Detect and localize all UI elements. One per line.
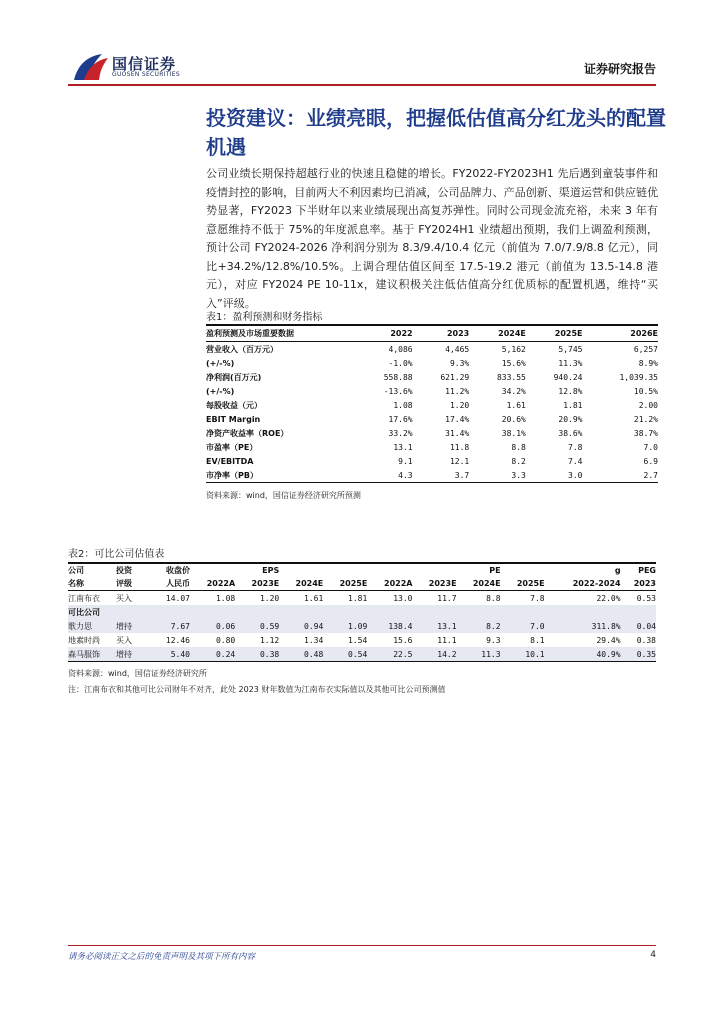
table-cell: 940.24 <box>553 372 583 382</box>
row-label: 营业收入（百万元） <box>206 344 278 354</box>
table-cell: 5,745 <box>558 344 583 354</box>
table-cell: 15.6 <box>393 635 413 645</box>
table-cell: 0.24 <box>190 647 235 662</box>
table-cell: 2.00 <box>638 400 658 410</box>
table-cell: 8.8 <box>511 442 526 452</box>
table-header-cell: 2022-2024 <box>545 577 621 591</box>
table-cell: 17.4% <box>445 414 470 424</box>
table-cell: 15.6% <box>501 358 526 368</box>
table1-source: 资料来源：wind，国信证券经济研究所预测 <box>206 491 361 500</box>
footer-disclaimer: 请务必阅读正文之后的免责声明及其项下所有内容 <box>68 952 256 962</box>
table-cell: 0.80 <box>215 635 236 645</box>
table-row <box>206 468 658 483</box>
table-row <box>68 591 656 606</box>
table-cell: 1.81 <box>563 400 583 410</box>
table-row <box>206 426 658 440</box>
table-cell: 1.61 <box>506 400 526 410</box>
table-header-cell: 2024E <box>469 325 526 342</box>
page-number: 4 <box>650 950 656 960</box>
table-cell: 1.81 <box>348 593 368 603</box>
table-cell: -1.0% <box>388 358 413 368</box>
table-cell: 1.09 <box>323 619 367 633</box>
table-cell: 34.2% <box>501 386 526 396</box>
footer-divider <box>68 945 656 946</box>
table2-source: 资料来源：wind，国信证券经济研究所 <box>68 669 207 678</box>
table-header-cell: 2025E <box>501 577 545 591</box>
table-header-cell: 2025E <box>526 325 583 342</box>
table-cell: 3.7 <box>413 468 470 483</box>
table-header-cell: 2026E <box>583 325 659 342</box>
table-cell: 1.12 <box>259 635 280 645</box>
table-cell: 1.61 <box>304 593 324 603</box>
table-header-cell: 名称 <box>68 577 116 591</box>
table-cell: 9.3% <box>449 358 470 368</box>
table-header-cell: 2022 <box>356 325 413 342</box>
table1-caption: 表1：盈利预测和财务指标 <box>206 312 323 323</box>
table-header-cell: PE <box>413 563 501 577</box>
row-label: (+/-%) <box>206 386 235 396</box>
table-cell: 8.8 <box>486 593 501 603</box>
table-cell: 12.1 <box>449 456 470 466</box>
row-label: 市净率（PB） <box>206 468 356 483</box>
table-cell: 地素时尚 <box>68 635 100 645</box>
header-divider <box>68 84 656 86</box>
table-header-cell: 2024E <box>279 577 323 591</box>
table-cell: 4,086 <box>388 344 413 354</box>
table-cell: 增持 <box>116 647 150 662</box>
table-cell: 0.59 <box>235 619 279 633</box>
table-row <box>206 398 658 412</box>
table-cell: 12.8% <box>558 386 583 396</box>
table-cell: 8.2 <box>457 619 501 633</box>
table-cell: 9.3 <box>486 635 501 645</box>
table-cell: 0.04 <box>621 619 656 633</box>
table-row <box>206 384 658 398</box>
table-cell: 1.54 <box>348 635 368 645</box>
table-cell: 1.20 <box>449 400 470 410</box>
table-cell: 7.8 <box>568 442 583 452</box>
table-cell: 138.4 <box>367 619 412 633</box>
table-cell: 4.3 <box>356 468 413 483</box>
logo-mark-icon <box>72 50 110 84</box>
table-cell: 0.06 <box>190 619 235 633</box>
table-cell: 13.0 <box>393 593 413 603</box>
table-cell: 5.40 <box>150 647 190 662</box>
table-cell: 森马服饰 <box>68 647 116 662</box>
table-header-cell: 2023 <box>621 577 656 591</box>
table-cell: 增持 <box>116 619 150 633</box>
table-header-row <box>68 577 656 591</box>
table-header-cell: 2022A <box>367 577 412 591</box>
table-header-cell: 2023E <box>413 577 457 591</box>
table-header-cell: 公司 <box>68 563 116 577</box>
body-paragraph: 公司业绩长期保持超越行业的快速且稳健的增长。FY2022-FY2023H1 先后遇到童装事件和疫情封控的影响，目前两大不利因素均已消减，公司品牌力、产品创新、渠道运营和供应链优势显著，FY2023 下半财年以来业绩展现出高复苏弹性。同时公司现金流充裕，未来 3 年有意愿维持不低于 75%的年度派息率。基于 FY2024H1 业绩超出预期，我们上调盈利预测，预计公司 FY2024-2026 净利润分别为 8.3/9.4/10.4 亿元（前值为 7.0/7.9/8.8 亿元），同比+34.2%/12.8%/10.5%。上调合理估值区间至 17.5-19.2 港元（前值为 13.5-14.8 港元），对应 FY2024 PE 10-11x，建议积极关注低估值高分红优质标的配置机遇，维持“买入”评级。 <box>206 167 658 310</box>
table-cell: 38.7% <box>633 428 658 438</box>
table2-caption: 表2：可比公司估值表 <box>68 549 165 560</box>
table-row <box>68 647 656 662</box>
table-cell: 13.1 <box>393 442 413 452</box>
table-cell: 21.2% <box>633 414 658 424</box>
table-cell: 13.1 <box>413 619 457 633</box>
table-cell: 7.0 <box>643 442 658 452</box>
table-row <box>206 356 658 370</box>
table-cell: 11.7 <box>437 593 457 603</box>
table-cell: 1.20 <box>259 593 280 603</box>
table-header-cell: 投资 <box>116 563 150 577</box>
table-cell: 40.9% <box>545 647 621 662</box>
table-cell: 11.3% <box>558 358 583 368</box>
row-label: 市盈率（PE） <box>206 442 258 452</box>
row-label: 净利润(百万元) <box>206 372 262 382</box>
forecast-table <box>206 324 658 483</box>
table-cell: 8.2 <box>511 456 526 466</box>
table-header-cell: g <box>545 563 621 577</box>
table-row <box>206 342 658 357</box>
table-row <box>68 619 656 633</box>
table-cell: 0.38 <box>636 635 656 645</box>
table-cell: 38.1% <box>501 428 526 438</box>
table-cell: 0.54 <box>323 647 367 662</box>
table-cell: 6,257 <box>633 344 658 354</box>
section-row <box>68 605 656 619</box>
table-cell: 22.0% <box>596 593 621 603</box>
table-header-cell: 2024E <box>457 577 501 591</box>
table-cell: 621.29 <box>440 372 470 382</box>
table-header-cell: EPS <box>190 563 279 577</box>
table-cell: 14.2 <box>413 647 457 662</box>
table-cell: 买入 <box>116 593 132 603</box>
table-header-cell: 2022A <box>190 577 235 591</box>
logo-text-cn: 国信证券 <box>112 55 177 73</box>
table-cell: 3.0 <box>526 468 583 483</box>
table-cell: 558.88 <box>383 372 413 382</box>
row-label: EV/EBITDA <box>206 456 254 466</box>
table-cell: 7.67 <box>150 619 190 633</box>
table-row <box>68 633 656 647</box>
table-cell: 1.08 <box>393 400 413 410</box>
table-cell: 4,465 <box>445 344 470 354</box>
table-cell: 17.6% <box>388 414 413 424</box>
report-type: 证券研究报告 <box>583 62 656 76</box>
table-cell: 20.6% <box>501 414 526 424</box>
table-cell: 0.94 <box>279 619 323 633</box>
table-cell: 31.4% <box>445 428 470 438</box>
table-header-cell: 2025E <box>323 577 367 591</box>
company-logo <box>72 50 212 86</box>
table-cell: 8.1 <box>530 635 545 645</box>
table-header-cell: PEG <box>621 563 656 577</box>
table-cell: 22.5 <box>367 647 412 662</box>
table-cell: 11.3 <box>457 647 501 662</box>
table-cell: 10.5% <box>633 386 658 396</box>
table2-note: 注：江南布衣和其他可比公司财年不对齐，此处 2023 财年数值为江南布衣实际值以及其他可比公司预测值 <box>68 685 446 694</box>
table-cell: 33.2% <box>388 428 413 438</box>
table-cell: 2.7 <box>583 468 659 483</box>
row-label: 每股收益（元） <box>206 400 262 410</box>
table-cell: 1,039.35 <box>619 372 658 382</box>
table-cell: 38.6% <box>558 428 583 438</box>
table-cell: 1.08 <box>215 593 236 603</box>
table-cell: 20.9% <box>558 414 583 424</box>
table-header-row <box>206 325 658 342</box>
table-cell: 5,162 <box>501 344 526 354</box>
table-header-row <box>68 563 656 577</box>
table-cell: 11.8 <box>449 442 470 452</box>
row-label: 净资产收益率（ROE） <box>206 428 289 438</box>
row-label: EBIT Margin <box>206 414 261 424</box>
table-cell: 10.1 <box>501 647 545 662</box>
section-label: 可比公司 <box>68 605 656 619</box>
table-row <box>206 454 658 468</box>
table-header-cell: 收盘价 <box>150 563 190 577</box>
table-cell: 歌力思 <box>68 619 116 633</box>
table-cell: 6.9 <box>643 456 658 466</box>
table-cell: 11.1 <box>437 635 457 645</box>
table-cell: 14.07 <box>165 593 190 603</box>
table-row <box>206 440 658 454</box>
table-cell: -13.6% <box>383 386 413 396</box>
table-cell: 7.4 <box>568 456 583 466</box>
table-row <box>206 370 658 384</box>
table-cell: 3.3 <box>469 468 526 483</box>
table-cell: 买入 <box>116 635 132 645</box>
table-cell: 0.35 <box>621 647 656 662</box>
table-header-cell: 2023 <box>413 325 470 342</box>
table-cell: 江南布衣 <box>68 593 100 603</box>
section-title: 投资建议：业绩亮眼，把握低估值高分红龙头的配置机遇 <box>206 106 666 159</box>
table-cell: 0.48 <box>279 647 323 662</box>
table-cell: 7.8 <box>530 593 545 603</box>
table-header-cell: 2023E <box>235 577 279 591</box>
logo-text-en: GUOSEN SECURITIES <box>112 71 181 78</box>
table-cell: 311.8% <box>545 619 621 633</box>
table-cell: 833.55 <box>496 372 526 382</box>
table-header-cell: 评级 <box>116 577 150 591</box>
table-cell: 11.2% <box>445 386 470 396</box>
row-label: (+/-%) <box>206 358 235 368</box>
table-cell: 7.0 <box>501 619 545 633</box>
table-cell: 1.34 <box>304 635 324 645</box>
table-header-cell: 人民币 <box>150 577 190 591</box>
comparable-valuation-table <box>68 562 656 662</box>
table-cell: 9.1 <box>398 456 413 466</box>
table-row <box>206 412 658 426</box>
table-cell: 12.46 <box>165 635 190 645</box>
table-header-cell: 盈利预测及市场重要数据 <box>206 325 356 342</box>
table-cell: 0.53 <box>636 593 656 603</box>
table-cell: 0.38 <box>235 647 279 662</box>
table-cell: 29.4% <box>596 635 621 645</box>
table-cell: 8.9% <box>638 358 658 368</box>
